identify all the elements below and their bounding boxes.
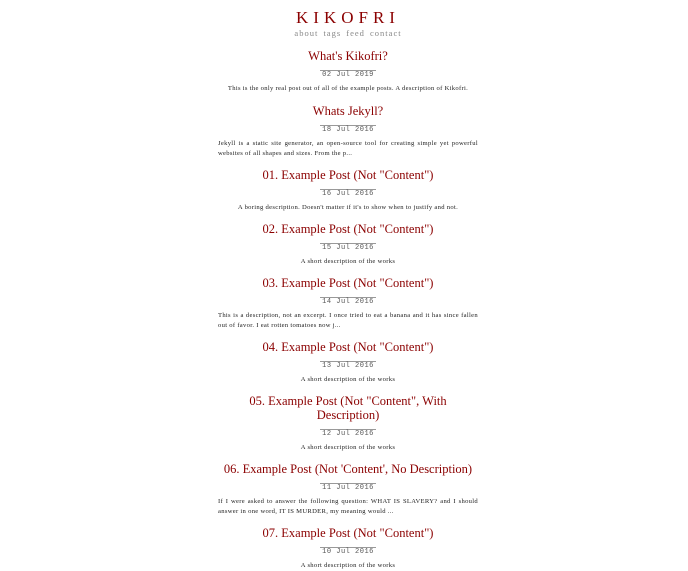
post-date: 18 Jul 2016 [322, 126, 374, 134]
post-title-link[interactable]: 04. Example Post (Not "Content") [262, 340, 434, 354]
page-container [218, 9, 478, 571]
site-title-link[interactable]: KIKOFRI [296, 8, 400, 27]
post-title-link[interactable]: 06. Example Post (Not 'Content', No Description) [223, 462, 473, 476]
post-description: A short description of the works [300, 376, 396, 383]
post-description: A short description of the works [300, 444, 396, 451]
post-description: A boring description. Doesn't matter if it's to show when to justify and not. [237, 204, 459, 211]
post-date: 14 Jul 2016 [322, 298, 374, 306]
nav-link-feed[interactable]: feed [346, 28, 365, 38]
post-date: 15 Jul 2016 [322, 244, 374, 252]
post-date: 13 Jul 2016 [322, 362, 374, 370]
post-item [218, 104, 478, 159]
post-description: A short description of the works [300, 562, 396, 569]
post-date: 10 Jul 2016 [322, 548, 374, 556]
post-title-link[interactable]: 05. Example Post (Not "Content", With Description) [249, 394, 447, 422]
post-description: This is a description, not an excerpt. I once tried to eat a banana and it has since fallen out of favor. I eat rotten tomatoes now j... [218, 312, 478, 329]
post-title-link[interactable]: 01. Example Post (Not "Content") [262, 168, 434, 182]
post-title-link[interactable]: 03. Example Post (Not "Content") [262, 276, 434, 290]
post-title-link[interactable]: 07. Example Post (Not "Content") [262, 526, 434, 540]
post-date: 02 Jul 2019 [322, 71, 374, 79]
post-item [218, 462, 478, 517]
post-date: 12 Jul 2016 [322, 430, 374, 438]
nav-link-contact[interactable]: contact [370, 28, 402, 38]
post-item [218, 49, 478, 94]
nav-link-tags[interactable]: tags [323, 28, 342, 38]
post-title-link[interactable]: Whats Jekyll? [312, 104, 384, 118]
post-item [218, 526, 478, 571]
post-item [218, 222, 478, 267]
post-date: 16 Jul 2016 [322, 190, 374, 198]
post-title-link[interactable]: 02. Example Post (Not "Content") [262, 222, 434, 236]
post-item [218, 340, 478, 385]
post-date: 11 Jul 2016 [322, 484, 374, 492]
post-description: If I were asked to answer the following question: WHAT IS SLAVERY? and I should answer in one word, IT IS MURDER, my meaning would ... [218, 498, 478, 515]
post-description: Jekyll is a static site generator, an open-source tool for creating simple yet powerful websites of all shapes and sizes. From the p... [218, 140, 478, 157]
post-description: This is the only real post out of all of the example posts. A description of Kikofri. [227, 85, 469, 92]
post-item [218, 276, 478, 331]
post-description: A short description of the works [300, 258, 396, 265]
post-title-link[interactable]: What's Kikofri? [308, 49, 388, 63]
post-item [218, 168, 478, 213]
nav-link-about[interactable]: about [294, 28, 319, 38]
post-item [218, 394, 478, 453]
site-nav [218, 28, 478, 39]
